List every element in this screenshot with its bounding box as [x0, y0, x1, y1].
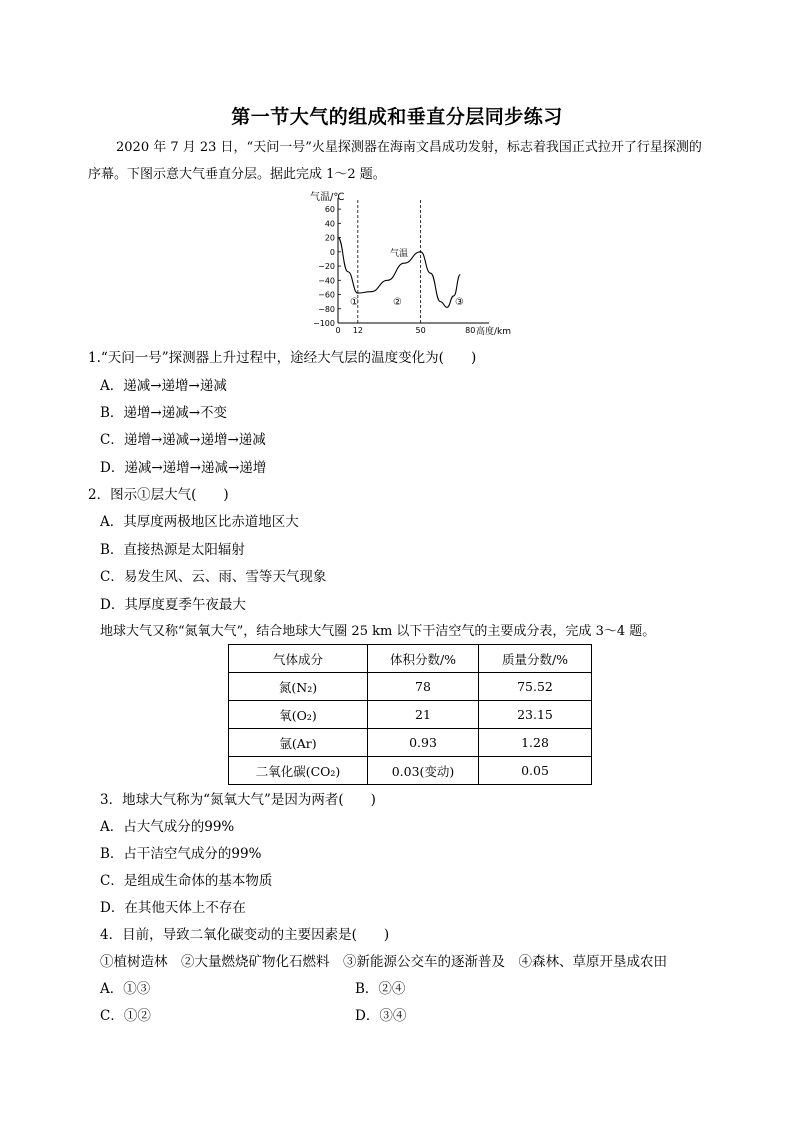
y-tick-label: 0 [329, 247, 335, 257]
y-tick-label: 20 [324, 233, 335, 243]
q1-option-a[interactable]: A．递减→递增→递减 [100, 378, 227, 394]
table-cell: 0.93 [368, 729, 479, 757]
table-cell: 0.05 [479, 757, 592, 785]
q2-option-c[interactable]: C．易发生风、云、雨、雪等天气现象 [100, 569, 327, 585]
q4-stem: 4．目前，导致二氧化碳变动的主要因素是( ) [100, 927, 390, 943]
x-tick-label: 80 [465, 326, 476, 335]
table-row [229, 701, 592, 729]
q3-option-b[interactable]: B．占干洁空气成分的99% [100, 846, 262, 862]
gas-composition-table [228, 644, 592, 785]
table-header: 质量分数/% [479, 645, 592, 673]
q1-option-b[interactable]: B．递增→递减→不变 [100, 405, 228, 421]
table-cell: 21 [368, 701, 479, 729]
q3-option-a[interactable]: A．占大气成分的99% [100, 819, 235, 835]
table-cell: 23.15 [479, 701, 592, 729]
y-tick-label: −60 [318, 290, 335, 300]
x-tick-label: 12 [352, 326, 363, 335]
atmosphere-chart [300, 188, 540, 338]
q3-stem: 3．地球大气称为“氮氧大气”是因为两者( ) [100, 792, 376, 808]
table-row [229, 673, 592, 701]
table-cell: 氩(Ar) [229, 729, 368, 757]
q2-option-a[interactable]: A．其厚度两极地区比赤道地区大 [100, 514, 299, 530]
q1-option-d[interactable]: D．递减→递增→递减→递增 [100, 460, 267, 476]
q4-option-a[interactable]: A．①③ [100, 981, 151, 997]
y-tick-label: 60 [324, 205, 335, 215]
table-header: 气体成分 [229, 645, 368, 673]
table-cell: 78 [368, 673, 479, 701]
table-cell: 0.03(变动) [368, 757, 479, 785]
table-header-row [229, 645, 592, 673]
y-tick-label: 40 [324, 219, 335, 229]
table-cell: 氮(N₂) [229, 673, 368, 701]
intro-3-4: 地球大气又称“氮氧大气”，结合地球大气圈 25 km 以下干洁空气的主要成分表，完成 3～4 题。 [100, 624, 656, 639]
q2-option-b[interactable]: B．直接热源是太阳辐射 [100, 542, 245, 558]
q4-option-d[interactable]: D．③④ [355, 1008, 407, 1024]
table-cell: 氧(O₂) [229, 701, 368, 729]
table-cell: 75.52 [479, 673, 592, 701]
curve-label: 气温 [390, 249, 409, 259]
page-title: 第一节大气的组成和垂直分层同步练习 [231, 106, 563, 128]
y-tick-label: −40 [318, 276, 335, 286]
table-row [229, 729, 592, 757]
x-tick-label: 0 [335, 326, 341, 335]
x-tick-label: 50 [415, 326, 426, 335]
q2-stem: 2．图示①层大气( ) [88, 487, 229, 503]
table-cell: 1.28 [479, 729, 592, 757]
q1-stem: 1.“天问一号”探测器上升过程中，途经大气层的温度变化为( ) [88, 350, 477, 366]
layer-label-2: ② [393, 297, 402, 308]
y-tick-label: −80 [318, 304, 335, 314]
intro-line-2: 序幕。下图示意大气垂直分层。据此完成 1～2 题。 [88, 167, 386, 182]
y-tick-label: −100 [313, 319, 335, 328]
q2-option-d[interactable]: D．其厚度夏季午夜最大 [100, 597, 246, 613]
q3-option-c[interactable]: C．是组成生命体的基本物质 [100, 873, 273, 889]
layer-label-3: ③ [455, 297, 464, 308]
y-tick-label: −20 [318, 262, 335, 272]
intro-line-1: 2020 年 7 月 23 日，“天问一号”火星探测器在海南文昌成功发射，标志着我国正式拉开了行星探测的 [116, 140, 702, 155]
y-axis-label: 气温/℃ [310, 192, 345, 203]
table-header: 体积分数/% [368, 645, 479, 673]
q3-option-d[interactable]: D．在其他天体上不存在 [100, 900, 246, 916]
q4-option-b[interactable]: B．②④ [355, 981, 406, 997]
table-cell: 二氧化碳(CO₂) [229, 757, 368, 785]
q4-option-c[interactable]: C．①② [100, 1008, 151, 1024]
table-row [229, 757, 592, 785]
q1-option-c[interactable]: C．递增→递减→递增→递减 [100, 432, 266, 448]
layer-label-1: ① [350, 297, 359, 308]
q4-items: ①植树造林 ②大量燃烧矿物化石燃料 ③新能源公交车的逐渐普及 ④森林、草原开垦成农田 [100, 954, 667, 970]
x-axis-label: 高度/km [476, 327, 512, 337]
